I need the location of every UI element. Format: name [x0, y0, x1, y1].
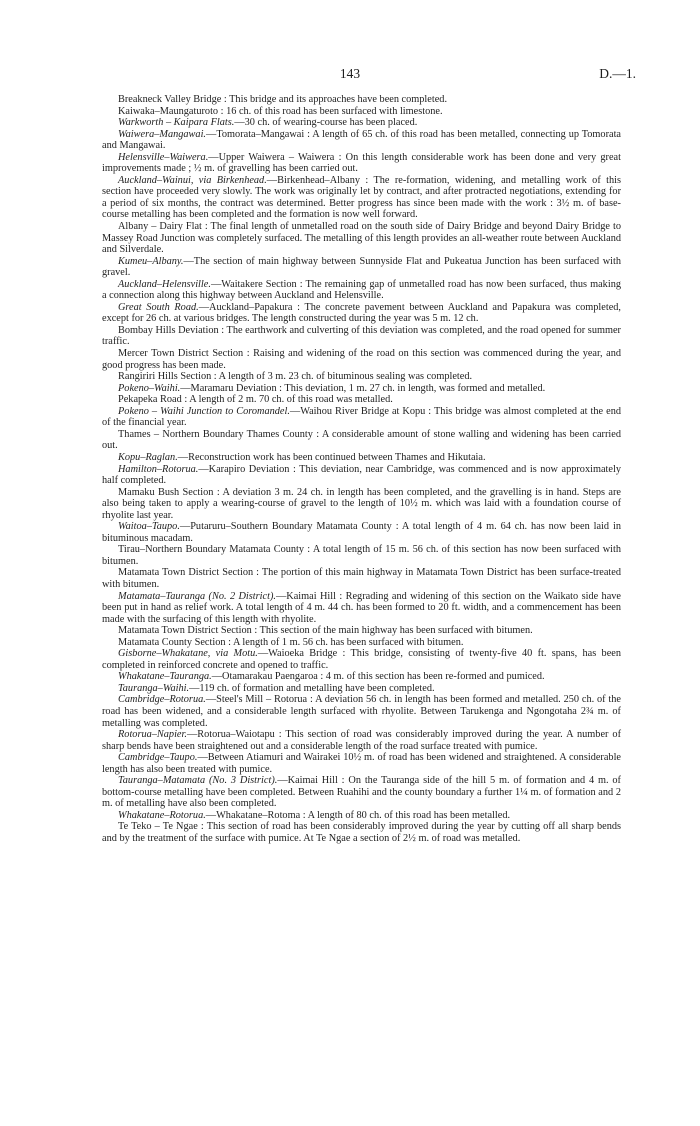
paragraph-title: Cambridge–Taupo.	[118, 752, 198, 764]
body-text	[102, 94, 621, 845]
paragraph-text: Matamata County Section : A length of 1 m. 56 ch. has been surfaced with bitumen.	[118, 636, 464, 648]
paragraph-text: —Kaimai Hill : Regrading and widening of this section on the Waikato side have been put in hand as relief work. A total length of 4 m. 44 ch. has been formed to 20 ft. width, and a commencement has been made with the surfacing of this length with rhyolite.	[102, 590, 621, 625]
paragraph-text: —Waihou River Bridge at Kopu : This bridge was almost completed at the end of the financial year.	[102, 405, 621, 429]
paragraph	[102, 544, 621, 567]
paragraph-text: Kaiwaka–Maungaturoto : 16 ch. of this road has been surfaced with limestone.	[118, 105, 443, 117]
paragraph	[102, 348, 621, 371]
paragraph	[102, 464, 621, 487]
paragraph-text: —Upper Waiwera – Waiwera : On this length considerable work has been done and very great improvements made ; ½ m. of gravelling has been carried out.	[102, 151, 621, 175]
paragraph	[102, 394, 621, 406]
paragraph	[102, 383, 621, 395]
paragraph-text: —Whakatane–Rotoma : A length of 80 ch. of this road has been metalled.	[205, 809, 511, 821]
paragraph-title: Matamata–Tauranga (No. 2 District).	[118, 590, 276, 602]
paragraph	[102, 637, 621, 649]
paragraph-title: Kopu–Raglan.	[118, 451, 178, 463]
paragraph	[102, 775, 621, 810]
paragraph	[102, 406, 621, 429]
paragraph	[102, 487, 621, 522]
paragraph-text: Mercer Town District Section : Raising and widening of the road on this section was commenced during the year, and good progress has been made.	[102, 348, 621, 371]
paragraph-text: Matamata Town District Section : The portion of this main highway in Matamata Town District has been surface-treated with bitumen.	[102, 567, 621, 590]
paragraph-text: —Rotorua–Waiotapu : This section of road was considerably improved during the year. A number of sharp bends have been straightened out and a considerable length of the road surface treated with pumice.	[102, 729, 621, 752]
paragraph	[102, 175, 621, 221]
paragraph	[102, 325, 621, 348]
paragraph	[102, 625, 621, 637]
paragraph	[102, 694, 621, 729]
paragraph-title: Auckland–Wainui, via Birkenhead.	[118, 174, 267, 186]
paragraph-text: —30 ch. of wearing-course has been placed.	[234, 117, 418, 129]
paragraph-title: Pokeno–Waihi.	[118, 382, 181, 394]
paragraph	[102, 752, 621, 775]
paragraph-text: Tirau–Northern Boundary Matamata County : A total length of 15 m. 56 ch. of this section has now been surfaced with bitumen.	[102, 544, 621, 567]
paragraph-text: —Maramaru Deviation : This deviation, 1 m. 27 ch. in length, was formed and metalled.	[180, 382, 546, 394]
paragraph-title: Gisborne–Whakatane, via Motu.	[118, 648, 258, 660]
paragraph-text: Pekapeka Road : A length of 2 m. 70 ch. of this road was metalled.	[118, 394, 393, 406]
paragraph-title: Tauranga–Matamata (No. 3 District).	[118, 775, 278, 787]
paragraph-text: —Steel's Mill – Rotorua : A deviation 56 ch. in length has been formed and metalled. 250 ch. of the road has been widened, and a considerable length surfaced with rhyolite. Between Tarukenga and Ngongotaha 2¾ m. of metalling was completed.	[102, 694, 621, 729]
page-number: 143	[339, 66, 361, 81]
paragraph-text: —The section of main highway between Sunnyside Flat and Pukeatua Junction has been surfaced with gravel.	[102, 255, 621, 279]
paragraph	[102, 221, 621, 256]
paragraph	[102, 256, 621, 279]
paragraph-text: —Karapiro Deviation : This deviation, near Cambridge, was commenced and is now approximately half completed.	[102, 463, 621, 487]
paragraph	[102, 821, 621, 844]
paragraph-text: —119 ch. of formation and metalling have been completed.	[189, 682, 435, 694]
paragraph-title: Helensville–Waiwera.	[118, 151, 209, 163]
paragraph	[102, 810, 621, 822]
paragraph-text: Albany – Dairy Flat : The final length of unmetalled road on the south side of Dairy Bridge and beyond Dairy Bridge to Massey Road Junction was completely surfaced. The metalling of this length provides an all-weather route between Auckland and Silverdale.	[102, 221, 621, 256]
paragraph-title: Rotorua–Napier.	[118, 729, 187, 741]
paragraph	[102, 648, 621, 671]
page-reference: D.—1.	[599, 66, 636, 81]
paragraph-title: Whakatane–Tauranga.	[118, 671, 212, 683]
paragraph-text: Bombay Hills Deviation : The earthwork and culverting of this deviation was completed, and the road opened for summer traffic.	[102, 324, 621, 348]
paragraph-text: —Between Atiamuri and Wairakei 10½ m. of road has been widened and straightened. A considerable length has also been treated with pumice.	[102, 752, 621, 775]
paragraph-text: Thames – Northern Boundary Thames County : A considerable amount of stone walling and widening has been carried out.	[102, 428, 621, 452]
paragraph	[102, 567, 621, 590]
paragraph-text: Breakneck Valley Bridge : This bridge and its approaches have been completed.	[118, 94, 448, 105]
paragraph-text: —Putaruru–Southern Boundary Matamata County : A total length of 4 m. 64 ch. has now been laid in bituminous macadam.	[102, 521, 621, 544]
paragraph	[102, 117, 621, 129]
paragraph-title: Waiwera–Mangawai.	[118, 128, 207, 140]
paragraph-title: Great South Road.	[118, 301, 199, 313]
paragraph-title: Cambridge–Rotorua.	[118, 694, 206, 706]
paragraph-title: Warkworth – Kaipara Flats.	[118, 117, 235, 129]
paragraph	[102, 521, 621, 544]
paragraph-title: Waitoa–Taupo.	[118, 521, 180, 533]
paragraph	[102, 106, 621, 118]
paragraph-text: —Otamarakau Paengaroa : 4 m. of this section has been re-formed and pumiced.	[211, 671, 545, 683]
paragraph	[102, 591, 621, 626]
paragraph-title: Auckland–Helensville.	[118, 278, 211, 290]
paragraph	[102, 671, 621, 683]
paragraph-title: Hamilton–Rotorua.	[118, 463, 199, 475]
paragraph-title: Whakatane–Rotorua.	[118, 809, 206, 821]
paragraph	[102, 279, 621, 302]
paragraph	[102, 683, 621, 695]
paragraph-text: —Reconstruction work has been continued between Thames and Hikutaia.	[177, 451, 486, 463]
paragraph-text: —Waitakere Section : The remaining gap of unmetalled road has now been surfaced, thus making a connection along this highway between Auckland and Helensville.	[102, 278, 621, 302]
paragraph	[102, 302, 621, 325]
paragraph-text: —Waioeka Bridge : This bridge, consisting of twenty-five 40 ft. spans, has been completed in reinforced concrete and opened to traffic.	[102, 648, 621, 671]
paragraph-text: Mamaku Bush Section : A deviation 3 m. 24 ch. in length has been completed, and the gravelling is in hand. Steps are also being taken to apply a wearing-course of gravel to the length of 10½ m. which was laid with a foundation course of rhyolite last year.	[102, 486, 621, 521]
paragraph	[102, 152, 621, 175]
paragraph-text: —Auckland–Papakura : The concrete pavement between Auckland and Papakura was completed, except for 26 ch. at various bridges. The length constructed during the year was 5 m. 12 ch.	[102, 301, 622, 325]
paragraph-text: Te Teko – Te Ngae : This section of road has been considerably improved during the year by cutting off all sharp bends and by the treatment of the surface with pumice. At Te Ngae a section of 2½ m. of road was metalled.	[102, 821, 621, 844]
paragraph-text: —Kaimai Hill : On the Tauranga side of the hill 5 m. of formation and 4 m. of bottom-course metalling have been completed. Between Ruahihi and the county boundary a further 1¼ m. of formation and 2 m. of metalling have also been completed.	[102, 775, 621, 810]
paragraph	[102, 729, 621, 752]
paragraph	[102, 129, 621, 152]
paragraph-text: Matamata Town District Section : This section of the main highway has been surfaced with bitumen.	[118, 625, 533, 637]
paragraph-title: Pokeno – Waihi Junction to Coromandel.	[118, 405, 290, 417]
paragraph	[102, 429, 621, 452]
paragraph	[102, 371, 621, 383]
paragraph-text: —Tomorata–Mangawai : A length of 65 ch. of this road has been metalled, connecting up Tomorata and Mangawai.	[102, 128, 621, 152]
paragraph	[102, 94, 621, 106]
paragraph-title: Kumeu–Albany.	[118, 255, 184, 267]
paragraph-text: —Birkenhead–Albany : The re-formation, widening, and metalling work of this section have proceeded very slowly. The work was originally let by contract, and after protracted negotiations, extending for a period of six months, the contract was determined. Better progress has since been made with the work : 3½ m. of base-course metalling has been completed and the formation is now well forward.	[102, 174, 622, 221]
paragraph-text: Rangiriri Hills Section : A length of 3 m. 23 ch. of bituminous sealing was completed.	[118, 371, 473, 383]
paragraph-title: Tauranga–Waihi.	[118, 682, 190, 694]
paragraph	[102, 452, 621, 464]
